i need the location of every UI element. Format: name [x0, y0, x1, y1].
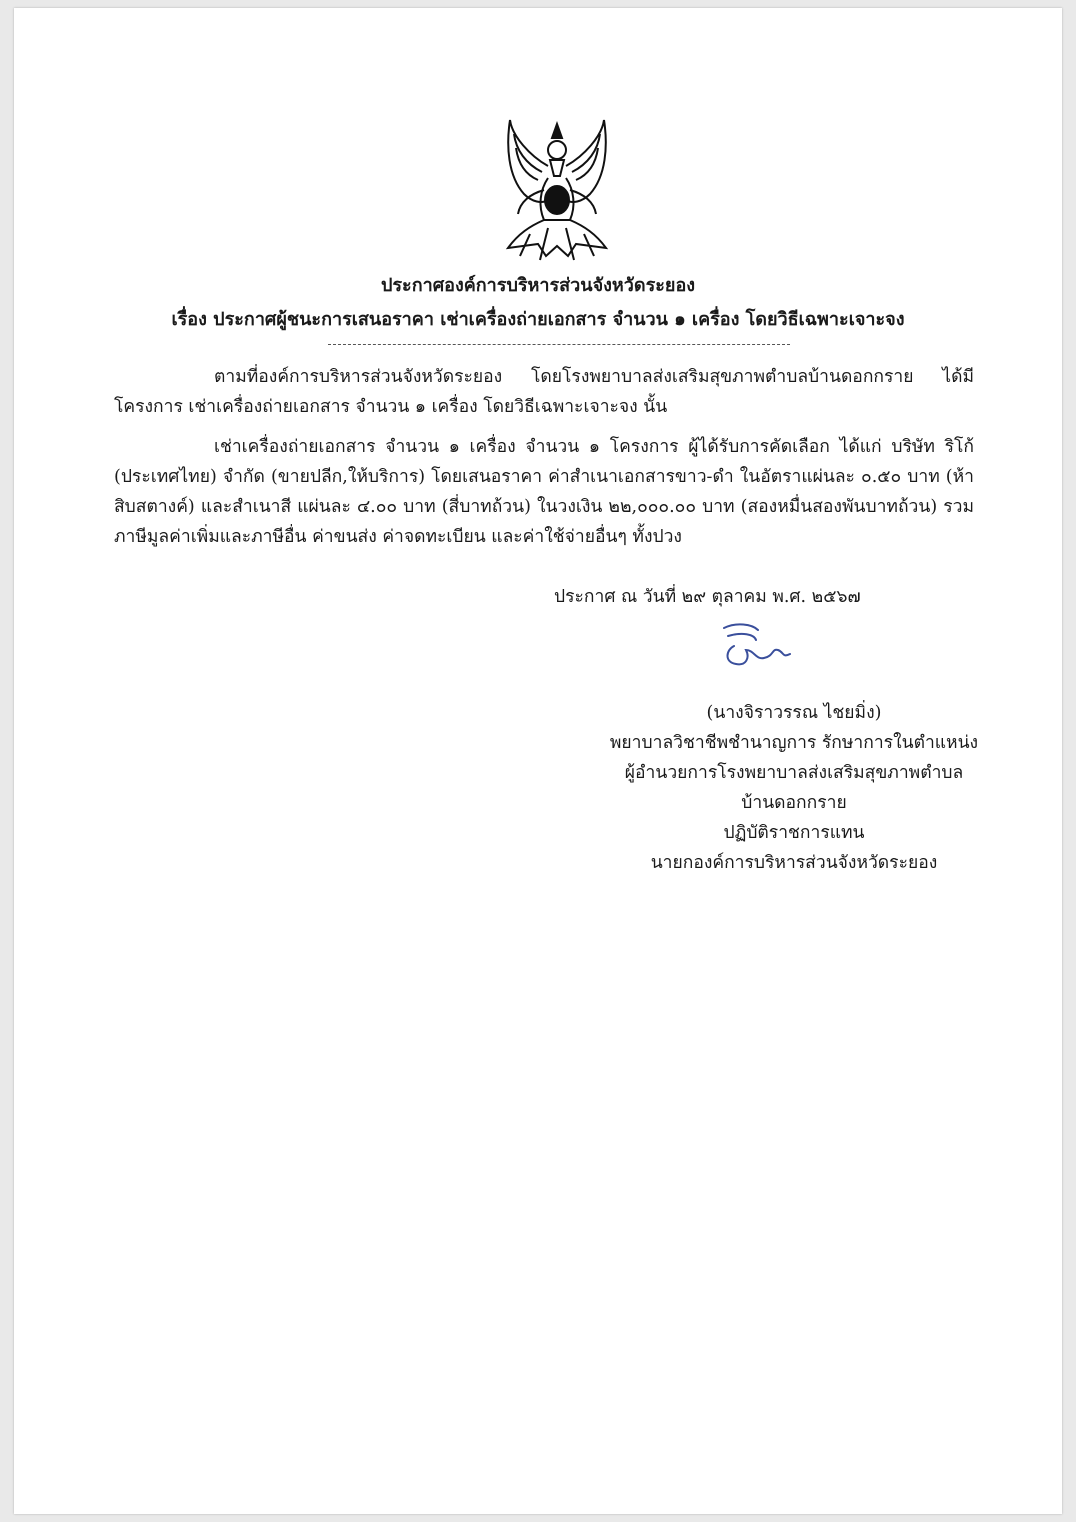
- handwritten-signature: [714, 620, 804, 670]
- signatory-position-5: นายกองค์การบริหารส่วนจังหวัดระยอง: [650, 853, 938, 873]
- divider: [328, 344, 790, 345]
- announcement-subject: เรื่อง ประกาศผู้ชนะการเสนอราคา เช่าเครื่องถ่ายเอกสาร จำนวน ๑ เครื่อง โดยวิธีเฉพาะเจาะจง: [171, 309, 905, 330]
- signatory-position-3: บ้านดอกกราย: [741, 793, 847, 813]
- signatory-position-1: พยาบาลวิชาชีพชำนาญการ รักษาการในตำแหน่ง: [609, 733, 979, 753]
- signatory-position-4: ปฏิบัติราชการแทน: [723, 823, 865, 843]
- body-paragraph-2: เช่าเครื่องถ่ายเอกสาร จำนวน ๑ เครื่อง จำนวน ๑ โครงการ ผู้ได้รับการคัดเลือก ได้แก่ บริษัท ริโก้ (ประเทศไทย) จำกัด (ขายปลีก,ให้บริการ) โดยเสนอราคา ค่าสำเนาเอกสารขาว-ดำ ในอัตราแผ่นละ ๐.๕๐ บาท (ห้าสิบสตางค์) และสำเนาสี แผ่นละ ๔.๐๐ บาท (สี่บาทถ้วน) ในวงเงิน ๒๒,๐๐๐.๐๐ บาท (สองหมื่นสองพันบาทถ้วน) รวมภาษีมูลค่าเพิ่มและภาษีอื่น ค่าขนส่ง ค่าจดทะเบียน และค่าใช้จ่ายอื่นๆ ทั้งปวง: [114, 437, 974, 547]
- signatory-name: (นางจิราวรรณ ไชยมิ่ง): [706, 703, 882, 723]
- signatory-block: [574, 698, 1014, 878]
- announcement-date: ประกาศ ณ วันที่ ๒๙ ตุลาคม พ.ศ. ๒๕๖๗: [554, 587, 861, 607]
- document-page: [14, 8, 1062, 1514]
- body-paragraph-1: ตามที่องค์การบริหารส่วนจังหวัดระยอง โดยโรงพยาบาลส่งเสริมสุขภาพตำบลบ้านดอกกราย ได้มีโครงการ เช่าเครื่องถ่ายเอกสาร จำนวน ๑ เครื่อง โดยวิธีเฉพาะเจาะจง นั้น: [114, 367, 974, 417]
- signatory-position-2: ผู้อำนวยการโรงพยาบาลส่งเสริมสุขภาพตำบล: [624, 763, 964, 783]
- announcement-org-title: ประกาศองค์การบริหารส่วนจังหวัดระยอง: [380, 275, 696, 296]
- garuda-emblem: [490, 116, 624, 266]
